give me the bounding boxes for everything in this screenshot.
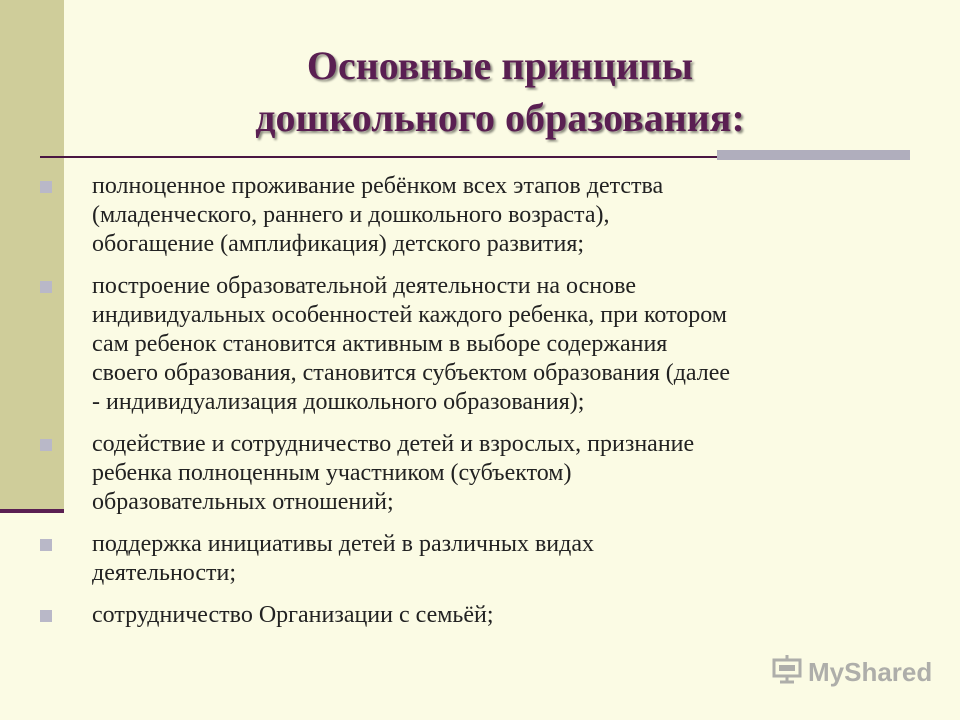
bullet-line: сам ребенок становится активным в выборе содержания xyxy=(92,331,668,357)
title-line-1: Основные принципы xyxy=(306,43,694,88)
bullet-item xyxy=(40,430,950,517)
watermark-text: MyShared xyxy=(808,656,933,687)
bullet-line: содействие и сотрудничество детей и взрослых, признание xyxy=(92,431,695,457)
square-bullet-icon xyxy=(40,539,52,551)
presentation-icon xyxy=(772,654,802,691)
square-bullet-icon xyxy=(40,439,52,451)
bullet-item xyxy=(40,272,950,417)
watermark xyxy=(772,655,932,689)
bullet-line: (младенческого, раннего и дошкольного возраста), xyxy=(92,202,610,228)
bullet-item xyxy=(40,172,950,259)
bullet-line: деятельности; xyxy=(92,560,237,586)
bullet-item xyxy=(40,530,950,588)
bullet-line: ребенка полноценным участником (субъектом) xyxy=(92,460,572,486)
title-line-2: дошкольного образования: xyxy=(255,95,745,140)
square-bullet-icon xyxy=(40,281,52,293)
bullet-item xyxy=(40,601,950,630)
bullet-line: - индивидуализация дошкольного образования); xyxy=(92,389,585,415)
bullet-line: поддержка инициативы детей в различных видах xyxy=(92,531,595,557)
bullet-line: обогащение (амплификация) детского развития; xyxy=(92,231,585,257)
square-bullet-icon xyxy=(40,181,52,193)
bullet-line: образовательных отношений; xyxy=(92,489,394,515)
bullet-line: индивидуальных особенностей каждого ребенка, при котором xyxy=(92,302,727,328)
bullet-list xyxy=(40,172,950,643)
bullet-line: полноценное проживание ребёнком всех этапов детства xyxy=(92,173,664,199)
slide-title xyxy=(150,40,850,144)
bullet-line: сотрудничество Организации с семьёй; xyxy=(92,602,494,628)
square-bullet-icon xyxy=(40,610,52,622)
bullet-line: своего образования, становится субъектом образования (далее xyxy=(92,360,731,386)
title-accent-bar xyxy=(717,150,910,160)
bullet-line: построение образовательной деятельности на основе xyxy=(92,273,636,299)
